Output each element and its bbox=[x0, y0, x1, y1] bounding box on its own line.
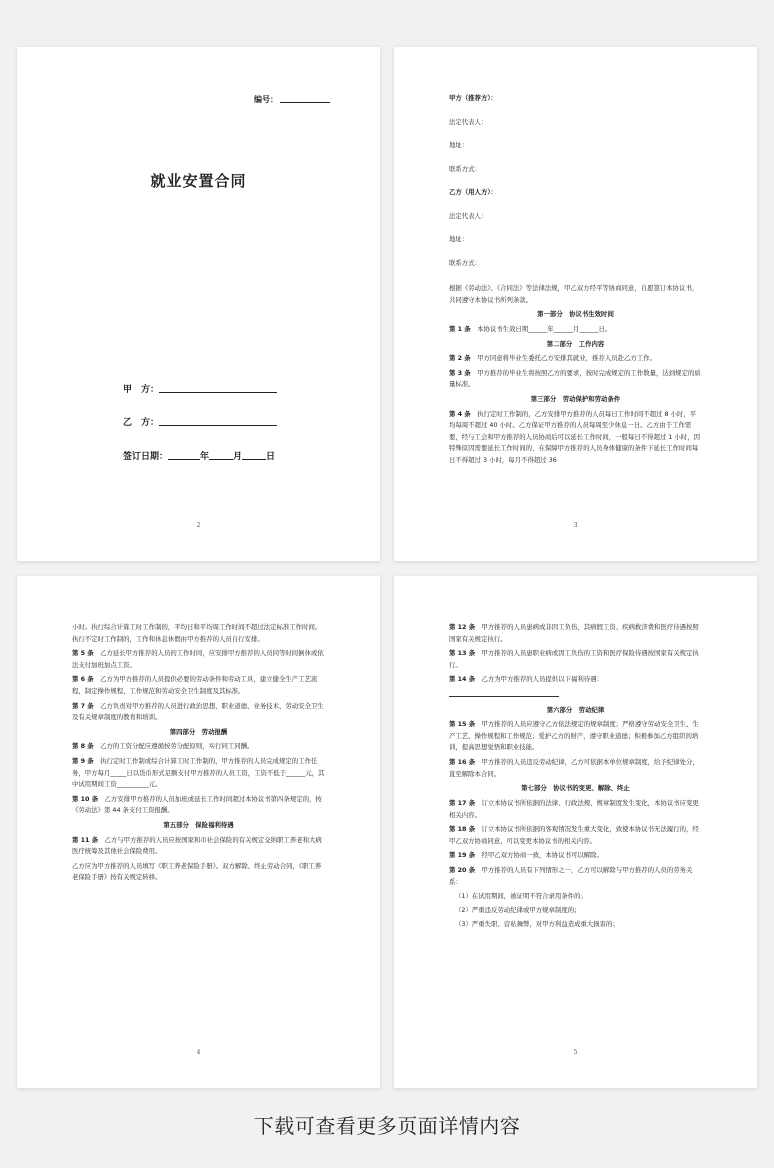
document-page-3 bbox=[17, 576, 380, 1088]
article-text: 乙方为甲方推荐的人员提供以下福利待遇： bbox=[481, 675, 603, 684]
article-8 bbox=[72, 741, 325, 753]
list-item: （2）严重违反劳动纪律或甲方规章制度的； bbox=[455, 906, 581, 915]
article-text: 甲方推荐的毕业生将按照乙方的要求，按时完成规定的工作数量，达到规定的质量标准。 bbox=[449, 368, 701, 389]
article-label: 第 18 条 bbox=[449, 825, 476, 834]
article-11-cont: 乙方应为甲方推荐的人员填写《职工养老保险手册》。双方解除、终止劳动合同，《职工养老保险手册》按有关规定转移。 bbox=[72, 861, 322, 882]
party-b-label: 乙 方： bbox=[123, 418, 160, 428]
party-a-header: 甲方（推荐方）： bbox=[449, 94, 497, 102]
article-label: 第 6 条 bbox=[72, 675, 94, 684]
article-10 bbox=[72, 794, 325, 817]
article-13 bbox=[449, 648, 702, 671]
section-heading: 第七部分 协议书的变更、解除、终止 bbox=[521, 784, 630, 793]
section-heading: 第三部分 劳动保护和劳动条件 bbox=[530, 395, 621, 404]
article-text: 甲方推荐的人员有下列情形之一，乙方可以解除与甲方推荐的人员的劳务关系： bbox=[449, 866, 693, 886]
article-label: 第 1 条 bbox=[449, 324, 471, 333]
article-label: 第 16 条 bbox=[449, 758, 476, 767]
document-page-4 bbox=[394, 576, 757, 1088]
party-b-contact: 联系方式： bbox=[449, 258, 481, 267]
page-number: 3 bbox=[573, 522, 578, 529]
article-label: 第 17 条 bbox=[449, 799, 476, 807]
article-text: 乙方为甲方推荐的人员提供必要的劳动条件和劳动工具，建立健全生产工艺流程，制定操作规程、工作规范和劳动安全卫生制度及其标准。 bbox=[72, 675, 318, 695]
article-3 bbox=[449, 368, 702, 391]
section-heading: 第一部分 协议书生效时间 bbox=[537, 310, 614, 319]
article-text: 订立本协议书所依据的客观情况发生重大变化，致使本协议书无法履行的，经甲乙双方协商同意，可以变更本协议书的相关内容。 bbox=[449, 825, 699, 845]
page-content bbox=[449, 622, 702, 933]
article-16 bbox=[449, 757, 702, 780]
party-b-signature bbox=[123, 415, 277, 428]
intro-paragraph: 根据《劳动法》、《合同法》等法律法规，甲乙双方经平等协商同意，自愿签订本协议书，共同遵守本协议书所列条款。 bbox=[449, 284, 699, 304]
article-18 bbox=[449, 824, 702, 847]
article-text: 乙方负责对甲方推荐的人员进行政治思想、职业道德、业务技术、劳动安全卫生及有关规章制度的教育和培训。 bbox=[72, 701, 324, 722]
article-20 bbox=[449, 865, 702, 888]
article-label: 第 10 条 bbox=[72, 794, 99, 803]
article-text: 乙方安排甲方推荐的人员加班或延长工作时间超过本协议书第四条规定的，按《劳动法》第 44 条支付工资报酬。 bbox=[72, 794, 322, 815]
article-1 bbox=[449, 324, 702, 336]
article-11 bbox=[72, 835, 325, 858]
party-a-label: 甲 方： bbox=[123, 385, 160, 395]
article-text: 甲方同意将毕业生委托乙方安排其就业，推荐人员赴乙方工作。 bbox=[477, 354, 657, 363]
article-label: 第 3 条 bbox=[449, 368, 471, 377]
article-4 bbox=[449, 409, 702, 467]
party-a-address: 地址： bbox=[449, 141, 469, 149]
article-label: 第 8 条 bbox=[72, 742, 94, 751]
date-day-label: 日 bbox=[266, 452, 276, 462]
article-label: 第 12 条 bbox=[449, 623, 476, 631]
article-label: 第 2 条 bbox=[449, 354, 471, 363]
page-title: 就业安置合同 bbox=[150, 172, 247, 190]
article-label: 第 9 条 bbox=[72, 757, 94, 766]
article-7 bbox=[72, 701, 325, 724]
party-b-line bbox=[159, 416, 277, 426]
article-6 bbox=[72, 674, 325, 697]
benefits-blank-line bbox=[449, 689, 702, 702]
list-item: （3）严重失职、营私舞弊，对甲方利益造成重大损害的； bbox=[455, 920, 619, 929]
article-label: 第 5 条 bbox=[72, 649, 94, 658]
party-b-rep: 法定代表人： bbox=[449, 211, 488, 220]
date-year-label: 年 bbox=[200, 452, 210, 462]
contract-number bbox=[254, 94, 330, 105]
page-number: 4 bbox=[196, 1049, 201, 1056]
party-a-line bbox=[159, 383, 277, 393]
signing-date bbox=[123, 449, 275, 462]
page-content bbox=[449, 93, 702, 470]
date-day-line bbox=[242, 450, 266, 460]
party-a-signature bbox=[123, 382, 277, 395]
article-label: 第 4 条 bbox=[449, 409, 471, 418]
download-more-link[interactable]: 下载可查看更多页面详情内容 bbox=[253, 1114, 521, 1138]
continued-paragraph: 小时。执行综合计算工时工作制的，平均日和平均周工作时间不超过法定标准工作时间。执行不定时工作制的，工作和休息休假由甲方推荐的人员自行安排。 bbox=[72, 623, 322, 643]
document-page-cover bbox=[17, 47, 380, 561]
page-content bbox=[72, 622, 325, 887]
party-a-contact: 联系方式： bbox=[449, 164, 481, 173]
article-text: 乙方的工资分配应遵循按劳分配原则，实行同工同酬。 bbox=[100, 742, 254, 751]
article-text: 甲方推荐的人员患病或非因工负伤，其病假工资、疾病救济费和医疗待遇按照国家有关规定执行。 bbox=[449, 623, 699, 643]
article-2 bbox=[449, 353, 702, 365]
contract-number-label: 编号： bbox=[254, 95, 278, 104]
article-text: 乙方延长甲方推荐的人员的工作时间，应安排甲方推荐的人员同等时间倒休或依法支付加班加点工资。 bbox=[72, 649, 324, 669]
blank-underline bbox=[449, 689, 559, 697]
party-a-rep: 法定代表人： bbox=[449, 117, 488, 126]
article-15 bbox=[449, 719, 702, 754]
article-label: 第 15 条 bbox=[449, 720, 476, 729]
contract-number-line bbox=[280, 94, 330, 103]
section-heading: 第五部分 保险福利待遇 bbox=[163, 821, 234, 829]
article-text: 订立本协议书所依据的法律、行政法规、规章制度发生变化，本协议书应变更相关内容。 bbox=[449, 799, 699, 819]
article-19 bbox=[449, 850, 702, 862]
article-label: 第 7 条 bbox=[72, 701, 94, 710]
date-month-label: 月 bbox=[233, 452, 243, 462]
page-number: 2 bbox=[196, 522, 201, 529]
article-text: 甲方推荐的人员患职业病或因工负伤的工资和医疗保险待遇按国家有关规定执行。 bbox=[449, 649, 699, 669]
party-b-header: 乙方（用人方）： bbox=[449, 188, 497, 196]
article-text: 甲方推荐的人员应遵守乙方依法规定的规章制度；严格遵守劳动安全卫生、生产工艺、操作规程和工作规范；爱护乙方的财产，遵守职业道德；积极参加乙方组织的培训，提高思想觉悟和职业技能。 bbox=[449, 720, 699, 752]
article-label: 第 13 条 bbox=[449, 649, 476, 658]
date-month-line bbox=[209, 450, 233, 460]
article-text: 乙方与甲方推荐的人员应按国家和市社会保险的有关规定交纳职工养老和大病医疗统筹及其他社会保险费用。 bbox=[72, 835, 322, 856]
article-text: 甲方推荐的人员违反劳动纪律，乙方可依据本单位规章制度，给予纪律处分，直至解除本合同。 bbox=[449, 758, 699, 778]
article-5 bbox=[72, 648, 325, 671]
article-text: 本协议书生效日期______年______月______日。 bbox=[477, 324, 612, 333]
article-label: 第 19 条 bbox=[449, 851, 476, 860]
document-page-2 bbox=[394, 47, 757, 561]
article-text: 经甲乙双方协商一致，本协议书可以解除。 bbox=[481, 851, 603, 860]
article-label: 第 11 条 bbox=[72, 835, 99, 844]
party-b-address: 地址： bbox=[449, 235, 469, 243]
article-12 bbox=[449, 622, 702, 645]
article-9 bbox=[72, 756, 325, 791]
page-number: 5 bbox=[573, 1049, 578, 1056]
section-heading: 第四部分 劳动报酬 bbox=[169, 727, 228, 736]
date-year-line bbox=[168, 450, 200, 460]
article-label: 第 20 条 bbox=[449, 866, 476, 875]
signing-date-label: 签订日期： bbox=[123, 452, 169, 462]
section-heading: 第二部分 工作内容 bbox=[546, 339, 605, 348]
section-heading: 第六部分 劳动纪律 bbox=[546, 705, 605, 714]
article-text: 执行定时工作制或综合计算工时工作制的，甲方推荐的人员完成规定的工作任务，甲方每月_____日以货币形式足额支付甲方推荐的人员工资，工资不低于______元，其中试用期间工资__________元。 bbox=[72, 757, 325, 789]
article-label: 第 14 条 bbox=[449, 675, 476, 684]
list-item: （1）在试用期间，被证明不符合录用条件的； bbox=[455, 892, 587, 901]
article-text: 执行定时工作制的，乙方安排甲方推荐的人员每日工作时间不超过 8 小时，平均每周不超过 40 小时。乙方保证甲方推荐的人员每周至少休息一日。乙方由于工作需要，经与工会和甲方推荐的人员协商后可以延长工作时间，一般每日不得超过 1 小时，因特殊原因需要延长工作时间的，在保障甲方推荐的人员身体健康的条件下延长工作时间每日不得超过 3 小时，每月不得超过 36 bbox=[449, 409, 700, 464]
article-17 bbox=[449, 798, 702, 821]
article-14 bbox=[449, 674, 702, 686]
